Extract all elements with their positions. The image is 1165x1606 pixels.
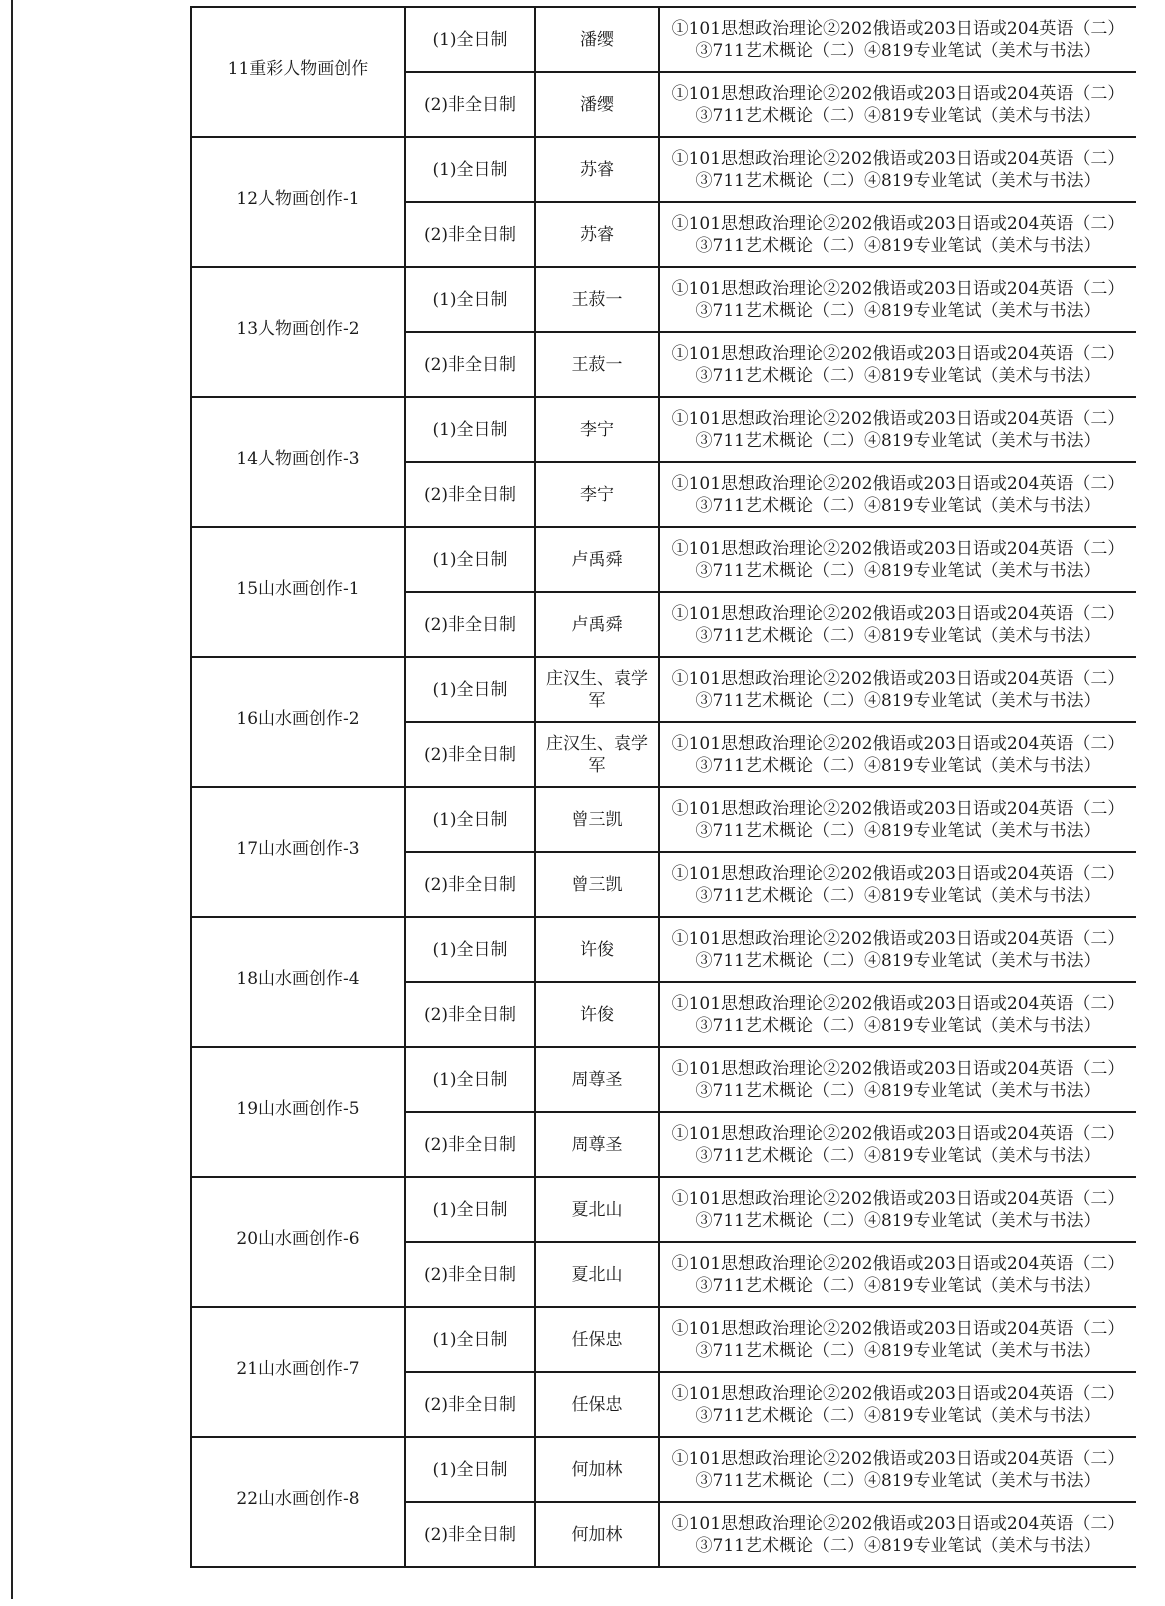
study-mode-cell: (2)非全日制: [405, 852, 535, 917]
exam-subjects-line-1: ①101思想政治理论②202俄语或203日语或204英语（二）: [671, 83, 1125, 104]
exam-subjects-cell: [659, 852, 1136, 917]
exam-subjects-line-1: ①101思想政治理论②202俄语或203日语或204英语（二）: [671, 798, 1125, 819]
exam-subjects-cell: [659, 7, 1136, 72]
research-direction-cell: 18山水画创作-4: [191, 917, 405, 1047]
supervisor-cell: 曾三凯: [535, 852, 659, 917]
exam-subjects-cell: [659, 1502, 1136, 1567]
exam-subjects-cell: [659, 592, 1136, 657]
exam-subjects-line-1: ①101思想政治理论②202俄语或203日语或204英语（二）: [671, 1058, 1125, 1079]
supervisor-cell: 周尊圣: [535, 1112, 659, 1177]
exam-subjects-cell: [659, 1372, 1136, 1437]
exam-subjects-line-2: ③711艺术概论（二）④819专业笔试（美术与书法）: [695, 1340, 1101, 1361]
supervisor-cell: 李宁: [535, 462, 659, 527]
exam-subjects-line-2: ③711艺术概论（二）④819专业笔试（美术与书法）: [695, 40, 1101, 61]
study-mode-cell: (1)全日制: [405, 1437, 535, 1502]
exam-subjects-line-1: ①101思想政治理论②202俄语或203日语或204英语（二）: [671, 18, 1125, 39]
study-mode-cell: (1)全日制: [405, 7, 535, 72]
exam-subjects-cell: [659, 1112, 1136, 1177]
exam-subjects-line-2: ③711艺术概论（二）④819专业笔试（美术与书法）: [695, 300, 1101, 321]
exam-subjects-cell: [659, 657, 1136, 722]
exam-subjects-cell: [659, 1307, 1136, 1372]
exam-subjects-line-2: ③711艺术概论（二）④819专业笔试（美术与书法）: [695, 1210, 1101, 1231]
research-direction-cell: 19山水画创作-5: [191, 1047, 405, 1177]
exam-subjects-line-2: ③711艺术概论（二）④819专业笔试（美术与书法）: [695, 755, 1101, 776]
supervisor-cell: 许俊: [535, 982, 659, 1047]
supervisor-cell: 潘缨: [535, 72, 659, 137]
exam-subjects-cell: [659, 1437, 1136, 1502]
exam-subjects-line-1: ①101思想政治理论②202俄语或203日语或204英语（二）: [671, 1318, 1125, 1339]
study-mode-cell: (2)非全日制: [405, 462, 535, 527]
supervisor-cell: 何加林: [535, 1437, 659, 1502]
exam-subjects-line-1: ①101思想政治理论②202俄语或203日语或204英语（二）: [671, 408, 1125, 429]
supervisor-cell: 苏睿: [535, 202, 659, 267]
exam-subjects-line-1: ①101思想政治理论②202俄语或203日语或204英语（二）: [671, 733, 1125, 754]
supervisor-cell: 任保忠: [535, 1307, 659, 1372]
study-mode-cell: (2)非全日制: [405, 202, 535, 267]
exam-subjects-line-2: ③711艺术概论（二）④819专业笔试（美术与书法）: [695, 885, 1101, 906]
research-direction-cell: 14人物画创作-3: [191, 397, 405, 527]
exam-subjects-line-1: ①101思想政治理论②202俄语或203日语或204英语（二）: [671, 538, 1125, 559]
study-mode-cell: (1)全日制: [405, 657, 535, 722]
exam-subjects-line-1: ①101思想政治理论②202俄语或203日语或204英语（二）: [671, 343, 1125, 364]
supervisor-cell: 曾三凯: [535, 787, 659, 852]
research-direction-cell: 17山水画创作-3: [191, 787, 405, 917]
supervisor-cell: 周尊圣: [535, 1047, 659, 1112]
exam-subjects-cell: [659, 332, 1136, 397]
exam-subjects-cell: [659, 982, 1136, 1047]
study-mode-cell: (2)非全日制: [405, 1372, 535, 1437]
supervisor-cell: 夏北山: [535, 1242, 659, 1307]
exam-subjects-line-2: ③711艺术概论（二）④819专业笔试（美术与书法）: [695, 625, 1101, 646]
supervisor-cell: 苏睿: [535, 137, 659, 202]
study-mode-cell: (1)全日制: [405, 1047, 535, 1112]
exam-subjects-line-1: ①101思想政治理论②202俄语或203日语或204英语（二）: [671, 928, 1125, 949]
study-mode-cell: (2)非全日制: [405, 1242, 535, 1307]
supervisor-cell: 卢禹舜: [535, 527, 659, 592]
research-direction-cell: 21山水画创作-7: [191, 1307, 405, 1437]
exam-subjects-line-2: ③711艺术概论（二）④819专业笔试（美术与书法）: [695, 105, 1101, 126]
supervisor-cell: 夏北山: [535, 1177, 659, 1242]
admissions-table: [190, 6, 1136, 1568]
research-direction-cell: 12人物画创作-1: [191, 137, 405, 267]
exam-subjects-cell: [659, 397, 1136, 462]
exam-subjects-line-2: ③711艺术概论（二）④819专业笔试（美术与书法）: [695, 1080, 1101, 1101]
table-row: [191, 657, 1136, 722]
exam-subjects-line-1: ①101思想政治理论②202俄语或203日语或204英语（二）: [671, 278, 1125, 299]
exam-subjects-line-2: ③711艺术概论（二）④819专业笔试（美术与书法）: [695, 820, 1101, 841]
exam-subjects-line-1: ①101思想政治理论②202俄语或203日语或204英语（二）: [671, 1123, 1125, 1144]
exam-subjects-line-1: ①101思想政治理论②202俄语或203日语或204英语（二）: [671, 603, 1125, 624]
table-row: [191, 397, 1136, 462]
exam-subjects-line-2: ③711艺术概论（二）④819专业笔试（美术与书法）: [695, 495, 1101, 516]
exam-subjects-line-2: ③711艺术概论（二）④819专业笔试（美术与书法）: [695, 1015, 1101, 1036]
supervisor-cell: 卢禹舜: [535, 592, 659, 657]
exam-subjects-line-1: ①101思想政治理论②202俄语或203日语或204英语（二）: [671, 1513, 1125, 1534]
supervisor-cell: 许俊: [535, 917, 659, 982]
study-mode-cell: (2)非全日制: [405, 722, 535, 787]
table-row: [191, 7, 1136, 72]
study-mode-cell: (1)全日制: [405, 397, 535, 462]
exam-subjects-line-1: ①101思想政治理论②202俄语或203日语或204英语（二）: [671, 213, 1125, 234]
exam-subjects-cell: [659, 527, 1136, 592]
study-mode-cell: (1)全日制: [405, 1177, 535, 1242]
exam-subjects-line-2: ③711艺术概论（二）④819专业笔试（美术与书法）: [695, 170, 1101, 191]
study-mode-cell: (2)非全日制: [405, 982, 535, 1047]
exam-subjects-line-2: ③711艺术概论（二）④819专业笔试（美术与书法）: [695, 1405, 1101, 1426]
table-row: [191, 917, 1136, 982]
supervisor-cell: 王菽一: [535, 267, 659, 332]
supervisor-cell: 任保忠: [535, 1372, 659, 1437]
table-body: [191, 7, 1136, 1567]
table-row: [191, 1047, 1136, 1112]
supervisor-cell: 庄汉生、袁学军: [535, 722, 659, 787]
table-row: [191, 137, 1136, 202]
exam-subjects-line-2: ③711艺术概论（二）④819专业笔试（美术与书法）: [695, 1535, 1101, 1556]
table-row: [191, 267, 1136, 332]
study-mode-cell: (2)非全日制: [405, 1112, 535, 1177]
study-mode-cell: (1)全日制: [405, 787, 535, 852]
research-direction-cell: 13人物画创作-2: [191, 267, 405, 397]
exam-subjects-cell: [659, 72, 1136, 137]
study-mode-cell: (1)全日制: [405, 917, 535, 982]
left-margin-rule: [11, 0, 13, 1599]
exam-subjects-line-2: ③711艺术概论（二）④819专业笔试（美术与书法）: [695, 560, 1101, 581]
research-direction-cell: 16山水画创作-2: [191, 657, 405, 787]
exam-subjects-line-2: ③711艺术概论（二）④819专业笔试（美术与书法）: [695, 365, 1101, 386]
exam-subjects-cell: [659, 1242, 1136, 1307]
exam-subjects-line-1: ①101思想政治理论②202俄语或203日语或204英语（二）: [671, 148, 1125, 169]
exam-subjects-line-1: ①101思想政治理论②202俄语或203日语或204英语（二）: [671, 863, 1125, 884]
exam-subjects-line-1: ①101思想政治理论②202俄语或203日语或204英语（二）: [671, 993, 1125, 1014]
study-mode-cell: (1)全日制: [405, 137, 535, 202]
exam-subjects-cell: [659, 137, 1136, 202]
table-row: [191, 1437, 1136, 1502]
study-mode-cell: (1)全日制: [405, 267, 535, 332]
exam-subjects-cell: [659, 787, 1136, 852]
exam-subjects-line-2: ③711艺术概论（二）④819专业笔试（美术与书法）: [695, 1275, 1101, 1296]
research-direction-cell: 22山水画创作-8: [191, 1437, 405, 1567]
table-row: [191, 1307, 1136, 1372]
supervisor-cell: 王菽一: [535, 332, 659, 397]
exam-subjects-cell: [659, 462, 1136, 527]
research-direction-cell: 20山水画创作-6: [191, 1177, 405, 1307]
exam-subjects-line-2: ③711艺术概论（二）④819专业笔试（美术与书法）: [695, 950, 1101, 971]
table-row: [191, 787, 1136, 852]
exam-subjects-line-2: ③711艺术概论（二）④819专业笔试（美术与书法）: [695, 235, 1101, 256]
exam-subjects-cell: [659, 202, 1136, 267]
exam-subjects-line-2: ③711艺术概论（二）④819专业笔试（美术与书法）: [695, 1145, 1101, 1166]
supervisor-cell: 庄汉生、袁学军: [535, 657, 659, 722]
study-mode-cell: (1)全日制: [405, 1307, 535, 1372]
study-mode-cell: (2)非全日制: [405, 332, 535, 397]
research-direction-cell: 15山水画创作-1: [191, 527, 405, 657]
supervisor-cell: 潘缨: [535, 7, 659, 72]
exam-subjects-line-1: ①101思想政治理论②202俄语或203日语或204英语（二）: [671, 1253, 1125, 1274]
study-mode-cell: (2)非全日制: [405, 592, 535, 657]
admissions-table-wrapper: [190, 6, 1136, 1606]
exam-subjects-line-1: ①101思想政治理论②202俄语或203日语或204英语（二）: [671, 1448, 1125, 1469]
exam-subjects-cell: [659, 267, 1136, 332]
table-row: [191, 1177, 1136, 1242]
exam-subjects-line-1: ①101思想政治理论②202俄语或203日语或204英语（二）: [671, 668, 1125, 689]
research-direction-cell: 11重彩人物画创作: [191, 7, 405, 137]
study-mode-cell: (2)非全日制: [405, 72, 535, 137]
exam-subjects-line-2: ③711艺术概论（二）④819专业笔试（美术与书法）: [695, 1470, 1101, 1491]
supervisor-cell: 何加林: [535, 1502, 659, 1567]
study-mode-cell: (2)非全日制: [405, 1502, 535, 1567]
study-mode-cell: (1)全日制: [405, 527, 535, 592]
exam-subjects-line-1: ①101思想政治理论②202俄语或203日语或204英语（二）: [671, 473, 1125, 494]
exam-subjects-cell: [659, 1177, 1136, 1242]
exam-subjects-line-1: ①101思想政治理论②202俄语或203日语或204英语（二）: [671, 1383, 1125, 1404]
exam-subjects-cell: [659, 917, 1136, 982]
exam-subjects-line-2: ③711艺术概论（二）④819专业笔试（美术与书法）: [695, 430, 1101, 451]
table-row: [191, 527, 1136, 592]
exam-subjects-line-1: ①101思想政治理论②202俄语或203日语或204英语（二）: [671, 1188, 1125, 1209]
exam-subjects-cell: [659, 722, 1136, 787]
exam-subjects-line-2: ③711艺术概论（二）④819专业笔试（美术与书法）: [695, 690, 1101, 711]
exam-subjects-cell: [659, 1047, 1136, 1112]
supervisor-cell: 李宁: [535, 397, 659, 462]
